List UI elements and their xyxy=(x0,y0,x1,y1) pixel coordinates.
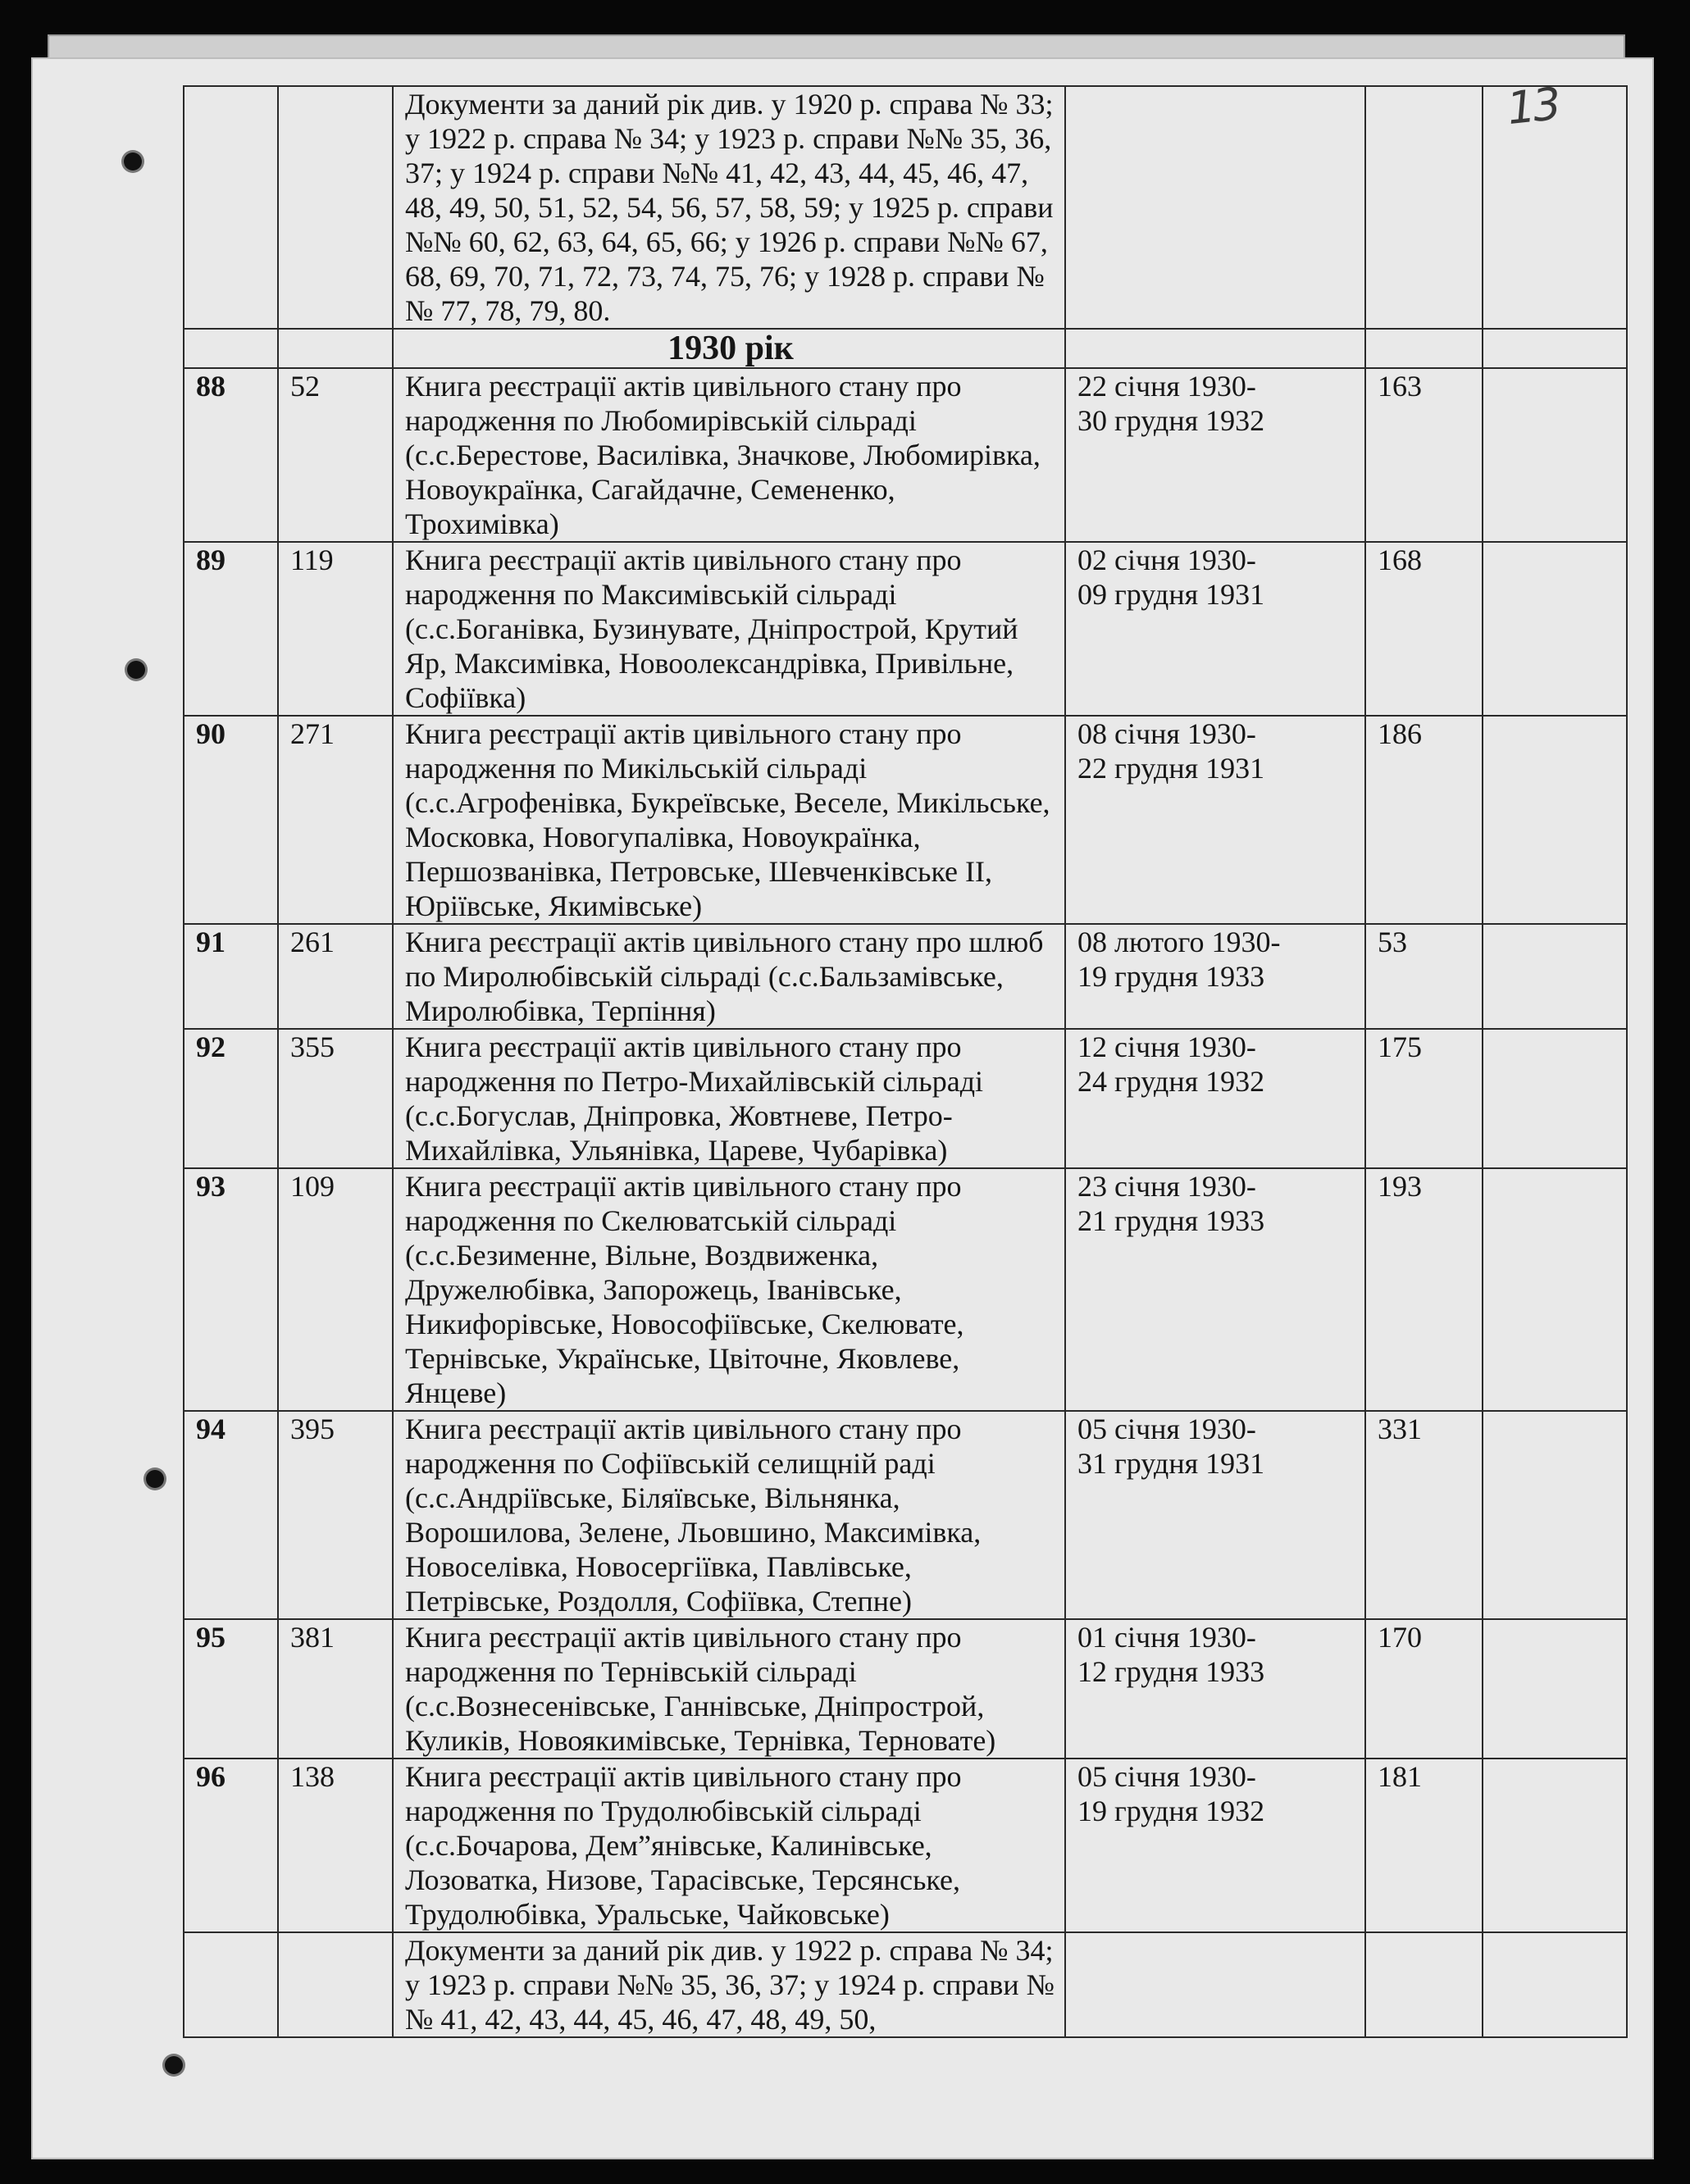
date-start: 08 лютого 1930- xyxy=(1077,926,1281,958)
record-dates xyxy=(1065,1029,1365,1168)
punch-hole xyxy=(146,1470,164,1488)
page-count: 331 xyxy=(1365,1411,1483,1619)
record-dates xyxy=(1065,368,1365,542)
notes-cell xyxy=(1483,542,1627,716)
continuation-row xyxy=(184,1932,1627,2037)
record-number: 96 xyxy=(184,1759,278,1932)
record-number: 89 xyxy=(184,542,278,716)
old-record-number: 138 xyxy=(278,1759,393,1932)
table-row xyxy=(184,542,1627,716)
record-number: 94 xyxy=(184,1411,278,1619)
record-dates xyxy=(1065,924,1365,1029)
notes-cell xyxy=(1483,1168,1627,1411)
table-row xyxy=(184,368,1627,542)
table-row xyxy=(184,716,1627,924)
table-row xyxy=(184,1619,1627,1759)
table-row xyxy=(184,1168,1627,1411)
record-dates xyxy=(1065,542,1365,716)
date-start: 08 січня 1930- xyxy=(1077,717,1256,750)
continuation-note: Документи за даний рік див. у 1922 р. справа № 34; у 1923 р. справи №№ 35, 36, 37; у 1924 р. справи №№ 41, 42, 43, 44, 45, 46, 47, 48, 49, 50, xyxy=(393,1932,1065,2037)
record-number: 88 xyxy=(184,368,278,542)
record-dates xyxy=(1065,1168,1365,1411)
page-count: 170 xyxy=(1365,1619,1483,1759)
date-end: 21 грудня 1933 xyxy=(1077,1204,1265,1237)
page-count: 181 xyxy=(1365,1759,1483,1932)
punch-hole xyxy=(127,661,145,679)
notes-cell xyxy=(1483,716,1627,924)
archive-register-table xyxy=(183,85,1628,2038)
record-dates xyxy=(1065,1411,1365,1619)
punch-hole xyxy=(165,2056,183,2074)
page-count: 175 xyxy=(1365,1029,1483,1168)
record-title: Книга реєстрації актів цивільного стану про народження по Любомирівській сільраді (с.с.Берестове, Василівка, Значкове, Любомирівка, Новоукраїнка, Сагайдачне, Семененко, Трохимівка) xyxy=(393,368,1065,542)
old-record-number: 395 xyxy=(278,1411,393,1619)
record-title: Книга реєстрації актів цивільного стану про народження по Софіївській селищній раді (с.с.Андріївське, Біляївське, Вільнянка, Ворошилова, Зелене, Льовшино, Максимівка, Новоселівка, Новосергіївка, Павлівське, Петрівське, Роздолля, Софіївка, Степне) xyxy=(393,1411,1065,1619)
year-row xyxy=(184,329,1627,368)
old-record-number: 109 xyxy=(278,1168,393,1411)
page-count: 163 xyxy=(1365,368,1483,542)
date-start: 22 січня 1930- xyxy=(1077,370,1256,403)
notes-cell xyxy=(1483,1759,1627,1932)
table-row xyxy=(184,1411,1627,1619)
notes-cell xyxy=(1483,924,1627,1029)
table-row xyxy=(184,1029,1627,1168)
page-count: 186 xyxy=(1365,716,1483,924)
date-start: 01 січня 1930- xyxy=(1077,1621,1256,1654)
date-end: 19 грудня 1933 xyxy=(1077,960,1265,993)
date-start: 12 січня 1930- xyxy=(1077,1031,1256,1063)
punch-hole xyxy=(124,152,142,171)
date-end: 31 грудня 1931 xyxy=(1077,1447,1265,1480)
record-number: 91 xyxy=(184,924,278,1029)
record-dates xyxy=(1065,1759,1365,1932)
date-start: 05 січня 1930- xyxy=(1077,1413,1256,1445)
record-dates xyxy=(1065,716,1365,924)
record-number: 93 xyxy=(184,1168,278,1411)
folio-number: 13 xyxy=(1504,77,1561,135)
date-end: 22 грудня 1931 xyxy=(1077,752,1265,785)
date-end: 30 грудня 1932 xyxy=(1077,404,1265,437)
notes-cell xyxy=(1483,368,1627,542)
date-end: 09 грудня 1931 xyxy=(1077,578,1265,611)
notes-cell xyxy=(1483,1029,1627,1168)
record-title: Книга реєстрації актів цивільного стану про народження по Трудолюбівській сільраді (с.с.Бочарова, Дем”янівське, Калинівське, Лозоватка, Низове, Тарасівське, Терсянське, Трудолюбівка, Уральське, Чайковське) xyxy=(393,1759,1065,1932)
record-title: Книга реєстрації актів цивільного стану про народження по Микільській сільраді (с.с.Агрофенівка, Букреївське, Веселе, Микільське, Московка, Новогупалівка, Новоукраїнка, Першозванівка, Петровське, Шевченківське ІІ, Юріївське, Якимівське) xyxy=(393,716,1065,924)
date-end: 12 грудня 1933 xyxy=(1077,1655,1265,1688)
table-row xyxy=(184,1759,1627,1932)
year-heading: 1930 рік xyxy=(393,329,1065,368)
page-count: 168 xyxy=(1365,542,1483,716)
continuation-row xyxy=(184,86,1627,329)
record-title: Книга реєстрації актів цивільного стану про шлюб по Миролюбівській сільраді (с.с.Бальзамівське, Миролюбівка, Терпіння) xyxy=(393,924,1065,1029)
old-record-number: 271 xyxy=(278,716,393,924)
notes-cell xyxy=(1483,1619,1627,1759)
page-count: 193 xyxy=(1365,1168,1483,1411)
old-record-number: 261 xyxy=(278,924,393,1029)
record-number: 95 xyxy=(184,1619,278,1759)
table-row xyxy=(184,924,1627,1029)
date-start: 02 січня 1930- xyxy=(1077,544,1256,576)
old-record-number: 119 xyxy=(278,542,393,716)
old-record-number: 381 xyxy=(278,1619,393,1759)
record-dates xyxy=(1065,1619,1365,1759)
page-count: 53 xyxy=(1365,924,1483,1029)
continuation-note: Документи за даний рік див. у 1920 р. справа № 33; у 1922 р. справа № 34; у 1923 р. справи №№ 35, 36, 37; у 1924 р. справи №№ 41, 42, 43, 44, 45, 46, 47, 48, 49, 50, 51, 52, 54, 56, 57, 58, 59; у 1925 р. справи №№ 60, 62, 63, 64, 65, 66; у 1926 р. справи №№ 67, 68, 69, 70, 71, 72, 73, 74, 75, 76; у 1928 р. справи №№ 77, 78, 79, 80. xyxy=(393,86,1065,329)
date-start: 05 січня 1930- xyxy=(1077,1760,1256,1793)
old-record-number: 52 xyxy=(278,368,393,542)
record-title: Книга реєстрації актів цивільного стану про народження по Скелюватській сільраді (с.с.Безименне, Вільне, Воздвиженка, Дружелюбівка, Запорожець, Іванівське, Никифорівське, Новософіївське, Скелювате, Тернівське, Українське, Цвіточне, Яковлеве, Янцеве) xyxy=(393,1168,1065,1411)
date-end: 24 грудня 1932 xyxy=(1077,1065,1265,1098)
date-start: 23 січня 1930- xyxy=(1077,1170,1256,1203)
notes-cell xyxy=(1483,1411,1627,1619)
old-record-number: 355 xyxy=(278,1029,393,1168)
record-number: 92 xyxy=(184,1029,278,1168)
record-title: Книга реєстрації актів цивільного стану про народження по Тернівській сільраді (с.с.Вознесенівське, Ганнівське, Дніпрострой, Куликів, Новоякимівське, Тернівка, Терновате) xyxy=(393,1619,1065,1759)
record-title: Книга реєстрації актів цивільного стану про народження по Максимівській сільраді (с.с.Боганівка, Бузинувате, Дніпрострой, Крутий Яр, Максимівка, Новоолександрівка, Привільне, Софіївка) xyxy=(393,542,1065,716)
record-title: Книга реєстрації актів цивільного стану про народження по Петро-Михайлівській сільраді (с.с.Богуслав, Дніпровка, Жовтневе, Петро-Михайлівка, Ульянівка, Цареве, Чубарівка) xyxy=(393,1029,1065,1168)
date-end: 19 грудня 1932 xyxy=(1077,1795,1265,1827)
record-number: 90 xyxy=(184,716,278,924)
